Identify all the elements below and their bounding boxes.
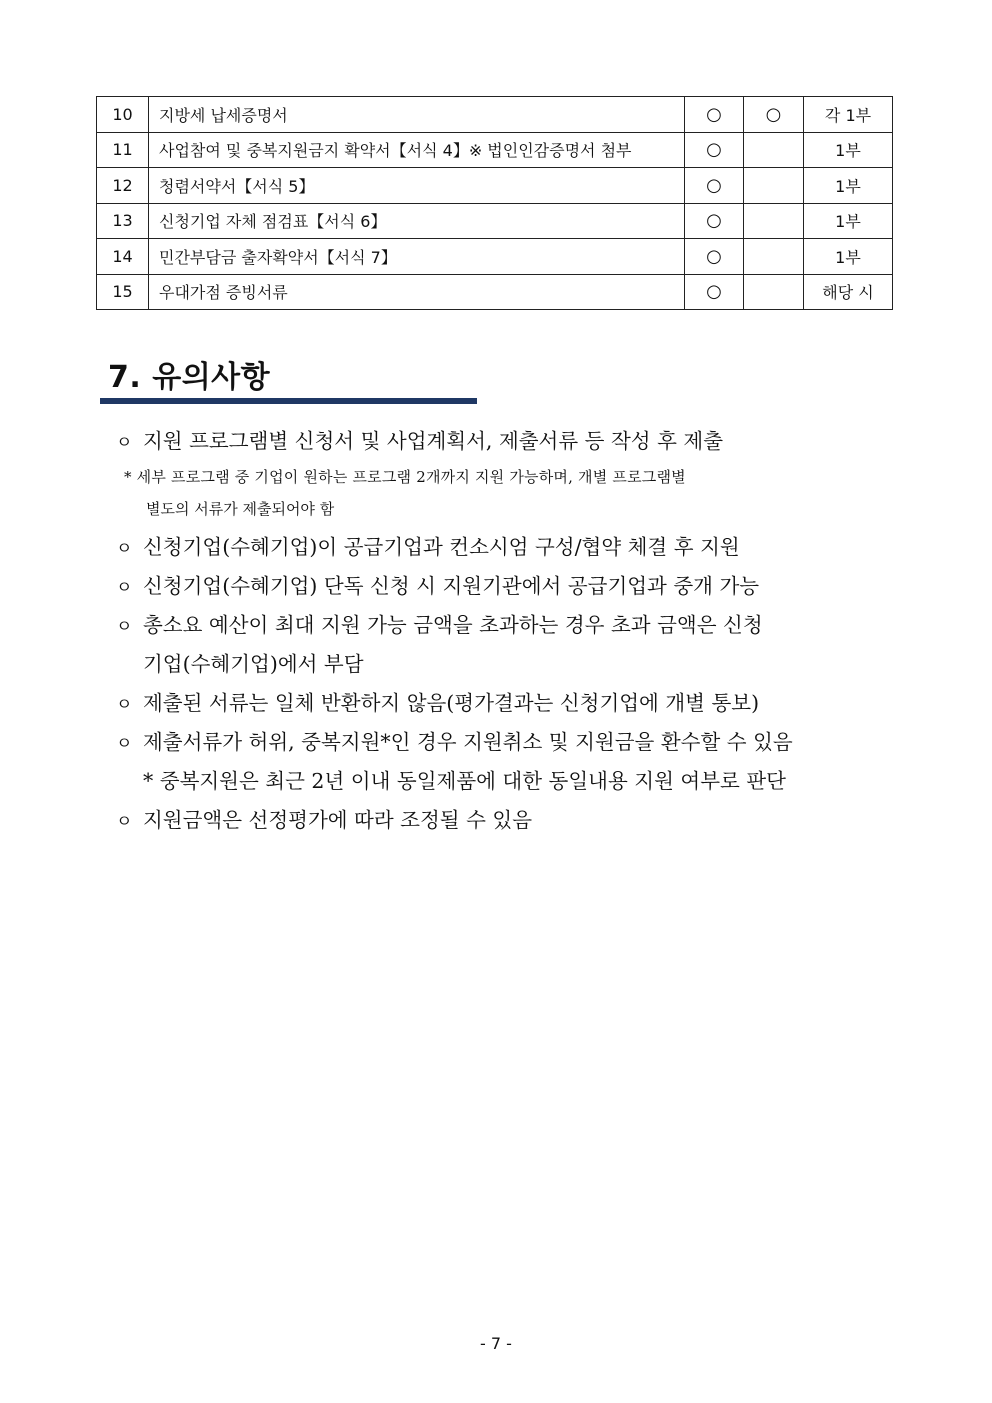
document-name: 사업참여 및 중복지원금지 확약서【서식 4】※ 법인인감증명서 첨부 [149,132,685,168]
document-name: 신청기업 자체 점검표【서식 6】 [149,203,685,239]
notice-item [116,424,723,454]
row-number: 13 [97,203,149,239]
copies-count: 해당 시 [804,274,893,310]
bullet-mark: ㅇ [116,578,133,598]
notice-item [116,569,759,599]
table-row [97,203,893,239]
notice-footnote: * 세부 프로그램 중 기업이 원하는 프로그램 2개까지 지원 가능하며, 개별 프로그램별 [124,468,686,486]
document-name: 민간부담금 출자확약서【서식 7】 [149,239,685,275]
bullet-mark: ㅇ [116,734,133,754]
title-underline [100,398,477,404]
notice-text: 지원금액은 선정평가에 따라 조정될 수 있음 [143,808,533,832]
notice-text: 제출된 서류는 일체 반환하지 않음(평가결과는 신청기업에 개별 통보) [143,691,760,715]
notice-text: 제출서류가 허위, 중복지원*인 경우 지원취소 및 지원금을 환수할 수 있음 [143,730,793,754]
row-number: 12 [97,168,149,204]
notice-text: 신청기업(수혜기업)이 공급기업과 컨소시엄 구성/협약 체결 후 지원 [143,535,740,559]
required-mark: ○ [744,97,804,133]
required-mark: ○ [685,274,744,310]
required-mark [744,239,804,275]
copies-count: 각 1부 [804,97,893,133]
copies-count: 1부 [804,132,893,168]
document-name: 우대가점 증빙서류 [149,274,685,310]
notice-text: 총소요 예산이 최대 지원 가능 금액을 초과하는 경우 초과 금액은 신청 [143,613,763,637]
document-name: 청렴서약서【서식 5】 [149,168,685,204]
row-number: 15 [97,274,149,310]
row-number: 14 [97,239,149,275]
notice-item [116,530,740,560]
bullet-mark: ㅇ [116,433,133,453]
notice-item [116,725,793,755]
bullet-mark: ㅇ [116,617,133,637]
page-number: - 7 - [480,1334,512,1353]
row-number: 10 [97,97,149,133]
required-mark: ○ [685,132,744,168]
required-mark: ○ [685,203,744,239]
table-row [97,239,893,275]
notice-footnote: * 중복지원은 최근 2년 이내 동일제품에 대한 동일내용 지원 여부로 판단 [143,769,786,793]
table-row [97,168,893,204]
notice-item [116,803,532,833]
required-mark: ○ [685,239,744,275]
table-row [97,97,893,133]
bullet-mark: ㅇ [116,539,133,559]
required-mark [744,168,804,204]
notice-text-continued: 기업(수혜기업)에서 부담 [143,652,364,676]
notice-text: 신청기업(수혜기업) 단독 신청 시 지원기관에서 공급기업과 중개 가능 [143,574,760,598]
required-mark: ○ [685,168,744,204]
copies-count: 1부 [804,239,893,275]
table-row [97,274,893,310]
notice-footnote-continued: 별도의 서류가 제출되어야 함 [146,500,335,518]
copies-count: 1부 [804,168,893,204]
bullet-mark: ㅇ [116,695,133,715]
required-mark [744,132,804,168]
notice-item [116,686,759,716]
required-mark [744,203,804,239]
section-title: 7. 유의사항 [108,360,271,395]
row-number: 11 [97,132,149,168]
copies-count: 1부 [804,203,893,239]
required-documents-table [96,96,893,310]
table-row [97,132,893,168]
bullet-mark: ㅇ [116,812,133,832]
required-mark: ○ [685,97,744,133]
required-mark [744,274,804,310]
notice-item [116,608,763,638]
notice-text: 지원 프로그램별 신청서 및 사업계획서, 제출서류 등 작성 후 제출 [143,429,724,453]
document-name: 지방세 납세증명서 [149,97,685,133]
